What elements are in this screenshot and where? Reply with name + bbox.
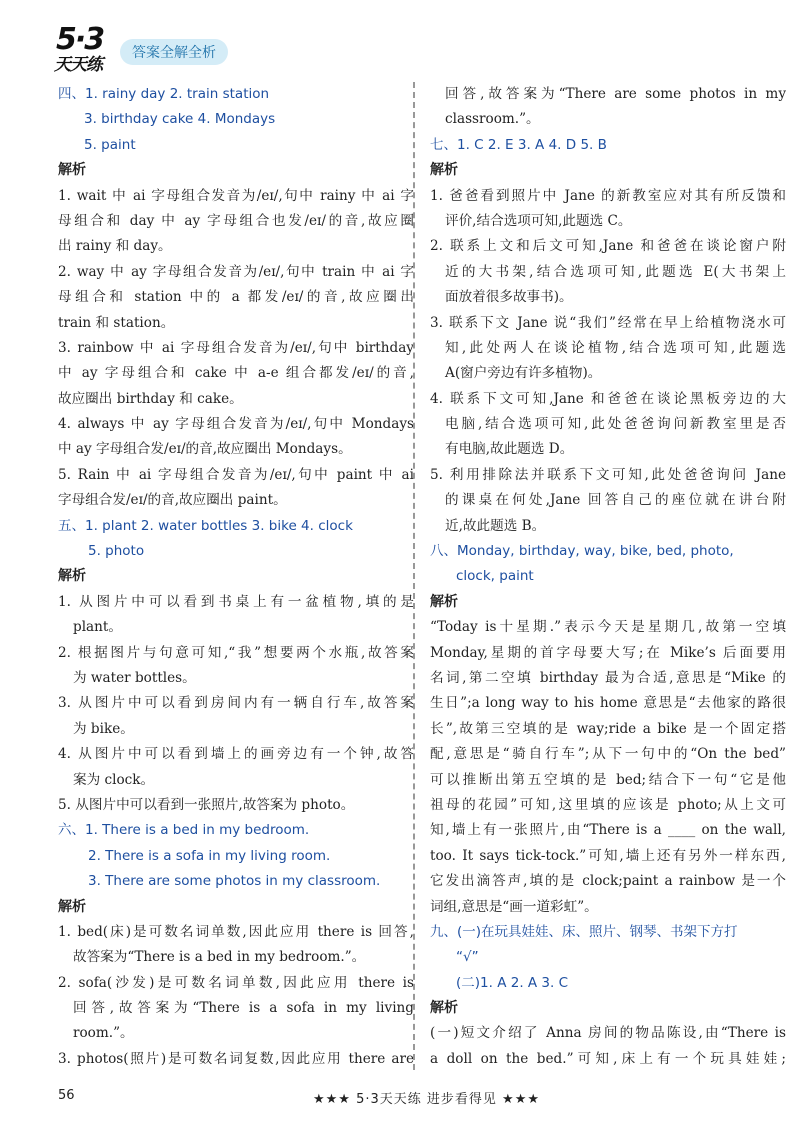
right-column [430,82,786,1072]
text-line: 3. photos(照片)是可数名词复数,因此应用 there are [58,1050,414,1067]
text-line: 回答,故答案为“There are some photos in my [445,86,786,102]
analysis-heading: 解析 [430,162,458,179]
text-line: 2. 根据图片与句意可知,“我”想要两个水瓶,故答案 [58,644,414,661]
text-line: 3. rainbow 中 ai 字母组合发音为/eɪ/,句中 birthday [58,339,414,356]
text-line: 它发出滴答声,填的是 clock;paint a rainbow 是一个 [430,873,786,890]
text-line: 的课桌在何处,Jane 回答自己的座位就在讲台附 [445,492,786,509]
analysis-heading: 解析 [58,568,86,585]
answer-line: (二)1. A 2. A 3. C [456,974,569,991]
text-line: 生日”;a long way to his home 意思是“去他家的路很 [430,695,786,712]
text-line: 知,墙上有一张照片,由“There is a ____ on the wall, [430,822,786,839]
answer-line: clock, paint [456,568,534,585]
logo-text: 天天练 [54,55,102,75]
text-line: 5. 从图片中可以看到一张照片,故答案为 photo。 [58,796,355,813]
answer-line: 2. There is a sofa in my living room. [88,847,331,864]
text-line: 4. 从图片中可以看到墙上的画旁边有一个钟,故答 [58,746,414,763]
left-column [58,82,414,1072]
answer-line: 3. birthday cake 4. Mondays [84,111,276,128]
text-line: 2. way 中 ay 字母组合发音为/eɪ/,句中 train 中 ai 字 [58,263,414,280]
text-line: 5. 利用排除法并联系下文可知,此处爸爸询问 Jane [430,466,786,483]
answer-line: 六、1. There is a bed in my bedroom. [58,822,310,839]
answer-line: “√” [456,949,479,966]
section-badge: 答案全解全析 [120,39,228,65]
text-line: “Today is十星期.”表示今天是星期几,故第一空填 [430,619,786,636]
answer-line: 3. There are some photos in my classroom. [88,873,381,890]
text-line: 5. Rain 中 ai 字母组合发音为/eɪ/,句中 paint 中 ai [58,466,414,483]
text-line: 出 rainy 和 day。 [58,238,172,255]
text-line: 可以推断出第五空填的是 bed;结合下一句“它是他 [430,771,786,788]
text-line: A(窗户旁边有许多植物)。 [445,365,602,382]
answer-line: 七、1. C 2. E 3. A 4. D 5. B [430,136,607,153]
text-line: 为 bike。 [73,720,134,737]
analysis-heading: 解析 [430,1000,458,1017]
analysis-heading: 解析 [58,898,86,915]
text-line: 词组,意思是“画一道彩虹”。 [430,898,598,915]
text-line: 4. 联系下文可知,Jane 和爸爸在谈论黑板旁边的大 [430,390,786,407]
answer-line: 5. paint [84,136,136,153]
text-line: too. It says tick-tock.”可知,墙上还有另外一样东西, [430,847,786,864]
text-line: Monday,星期的首字母要大写;在 Mike’s 后面要用 [430,644,786,661]
text-line: room.”。 [73,1025,134,1042]
text-line: 知,此处两人在谈论植物,结合选项可知,此题选 [445,339,786,356]
text-line: 4. always 中 ay 字母组合发音为/eɪ/,句中 Mondays [58,416,414,433]
answer-line: 九、(一)在玩具娃娃、床、照片、钢琴、书架下方打 [430,923,738,940]
text-line: 面放着很多故事书)。 [445,289,573,306]
analysis-heading: 解析 [430,593,458,610]
brand-logo [52,22,118,76]
text-line: 1. 从图片中可以看到书桌上有一盆植物,填的是 [58,593,414,610]
logo-number: 5·3 [56,22,104,57]
text-line: 故应圈出 birthday 和 cake。 [58,390,243,407]
answer-line: 5. photo [88,543,145,560]
answer-line: 五、1. plant 2. water bottles 3. bike 4. clock [58,517,353,534]
text-line: 字母组合发/eɪ/的音,故应圈出 paint。 [58,492,287,509]
text-line: 名词,第二空填 birthday 最为合适,意思是“Mike 的 [430,669,786,686]
text-line: 1. bed(床)是可数名词单数,因此应用 there is 回答, [58,923,414,940]
text-line: 为 water bottles。 [73,669,196,686]
text-line: a doll on the bed.”可知,床上有一个玩具娃娃; [430,1050,786,1067]
text-line: 中 ay 字母组合和 cake 中 a-e 组合都发/eɪ/的音, [58,365,414,382]
text-line: 配,意思是“骑自行车”;从下一句中的“On the bed” [430,746,786,763]
text-line: 2. 联系上文和后文可知,Jane 和爸爸在谈论窗户附 [430,238,786,255]
text-line: 长”,故第三空填的是 way;ride a bike 是一个固定搭 [430,720,786,737]
text-line: plant。 [73,619,122,636]
answer-line: 四、1. rainy day 2. train station [58,86,270,102]
text-line: 电脑,结合选项可知,此处爸爸询问新教室里是否 [445,416,786,433]
text-line: 有电脑,故此题选 D。 [445,441,574,458]
text-line: (一)短文介绍了 Anna 房间的物品陈设,由“There is [430,1025,786,1042]
text-line: 回答,故答案为“There is a sofa in my living [73,1000,414,1017]
footer [58,1088,758,1110]
analysis-heading: 解析 [58,162,86,179]
text-line: 近的大书架,结合选项可知,此题选 E(大书架上 [445,263,786,280]
text-line: 故答案为“There is a bed in my bedroom.”。 [73,949,366,966]
text-line: 3. 从图片中可以看到房间内有一辆自行车,故答案 [58,695,414,712]
page-number: 56 [58,1088,75,1103]
text-line: 评价,结合选项可知,此题选 C。 [445,212,632,229]
text-line: 祖母的花园”可知,这里填的应该是 photo;从上文可 [430,796,786,813]
text-line: 1. 爸爸看到照片中 Jane 的新教室应对其有所反馈和 [430,187,786,204]
text-line: train 和 station。 [58,314,175,331]
text-line: 母组合和 day 中 ay 字母组合也发/eɪ/的音,故应圈 [58,212,414,229]
answer-line: 八、Monday, birthday, way, bike, bed, photo, [430,543,734,560]
text-line: 3. 联系下文 Jane 说“我们”经常在早上给植物浇水可 [430,314,786,331]
text-line: classroom.”。 [445,111,540,128]
text-line: 1. wait 中 ai 字母组合发音为/eɪ/,句中 rainy 中 ai 字 [58,187,414,204]
text-line: 母组合和 station 中的 a 都发/eɪ/的音,故应圈出 [58,289,414,306]
text-line: 近,故此题选 B。 [445,517,546,534]
text-line: 2. sofa(沙发)是可数名词单数,因此应用 there is [58,974,414,991]
footer-slogan: ★★★ 5·3天天练 进步看得见 ★★★ [313,1092,540,1107]
text-line: 中 ay 字母组合发/eɪ/的音,故应圈出 Mondays。 [58,441,352,458]
column-divider [413,82,415,1070]
text-line: 案为 clock。 [73,771,155,788]
